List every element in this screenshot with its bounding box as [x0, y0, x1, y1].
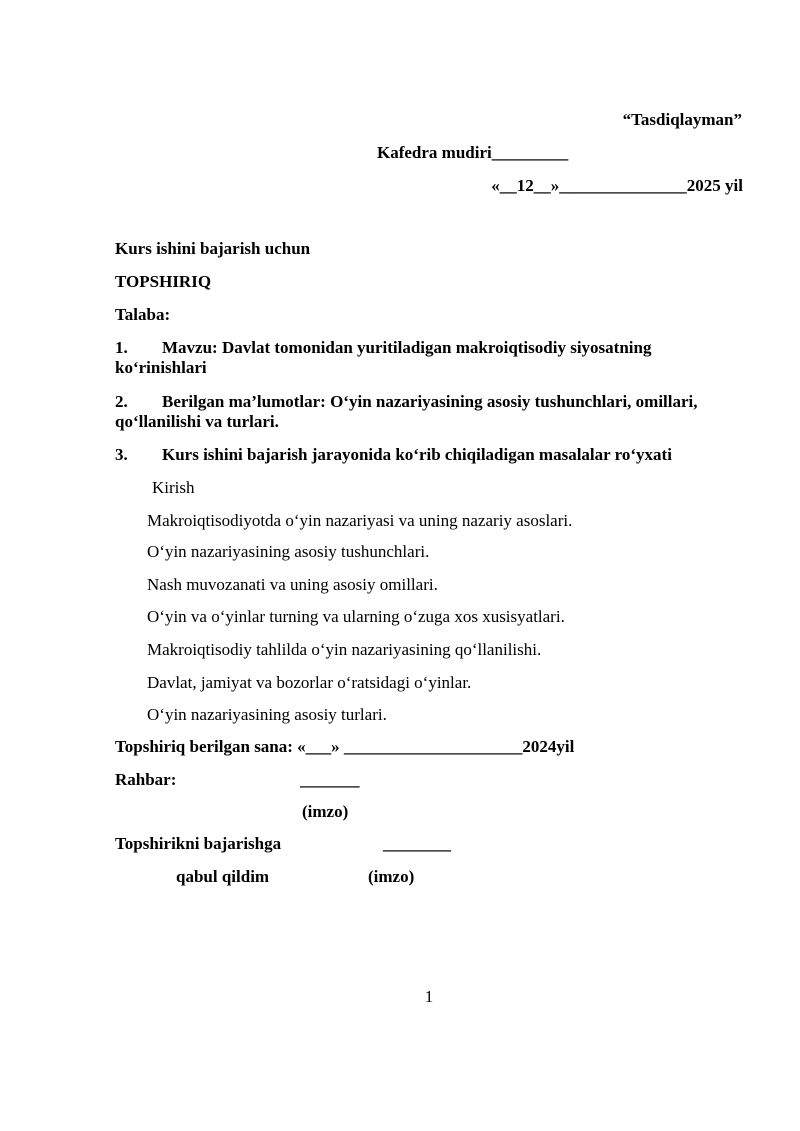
document-heading: TOPSHIRIQ	[115, 272, 212, 291]
page-number: 1	[424, 987, 434, 1006]
item-text: Kurs ishini bajarish jarayonida ko‘rib chiqiladigan masalalar ro‘yxati	[162, 445, 672, 464]
approval-title: “Tasdiqlayman”	[622, 110, 742, 129]
assigned-date: Topshiriq berilgan sana: «___» _____________________2024yil	[115, 737, 575, 756]
topic-item: Makroiqtisodiy tahlilda o‘yin nazariyasining qo‘llanilishi.	[147, 640, 542, 659]
accepted-signature-caption: (imzo)	[368, 867, 415, 886]
item-number: 2.	[115, 392, 128, 411]
intro-text: Kurs ishini bajarish uchun	[115, 239, 311, 258]
supervisor-signature-caption: (imzo)	[302, 802, 349, 821]
topic-item: O‘yin nazariyasining asosiy turlari.	[147, 705, 387, 724]
accepted-signature-line: ________	[383, 834, 451, 853]
topic-item: O‘yin nazariyasining asosiy tushunchlari.	[147, 542, 430, 561]
student-label: Talaba:	[115, 305, 171, 324]
topic-item: Davlat, jamiyat va bozorlar o‘ratsidagi o‘yinlar.	[147, 673, 472, 692]
item-number: 3.	[115, 445, 128, 464]
topic-item: Kirish	[152, 478, 195, 497]
supervisor-label: Rahbar:	[115, 770, 177, 789]
item-text: Mavzu: Davlat tomonidan yuritiladigan makroiqtisodiy siyosatning ko‘rinishlari	[115, 338, 652, 377]
item-2	[115, 392, 745, 432]
item-number: 1.	[115, 338, 128, 357]
topic-item: Makroiqtisodiyotda o‘yin nazariyasi va uning nazariy asoslari.	[147, 511, 573, 530]
item-1	[115, 338, 745, 378]
accepted-label: Topshirikni bajarishga	[115, 834, 282, 853]
topic-item: Nash muvozanati va uning asosiy omillari.	[147, 575, 438, 594]
supervisor-signature-line: _______	[300, 770, 360, 789]
approval-date: «__12__»_______________2025 yil	[491, 176, 743, 195]
head-of-department: Kafedra mudiri_________	[377, 143, 569, 162]
item-3	[115, 445, 775, 465]
accepted-label-2: qabul qildim	[176, 867, 270, 886]
item-text: Berilgan ma’lumotlar: O‘yin nazariyasining asosiy tushunchlari, omillari, qo‘llanilishi va turlari.	[115, 392, 698, 431]
topic-item: O‘yin va o‘yinlar turning va ularning o‘zuga xos xusisyatlari.	[147, 607, 565, 626]
